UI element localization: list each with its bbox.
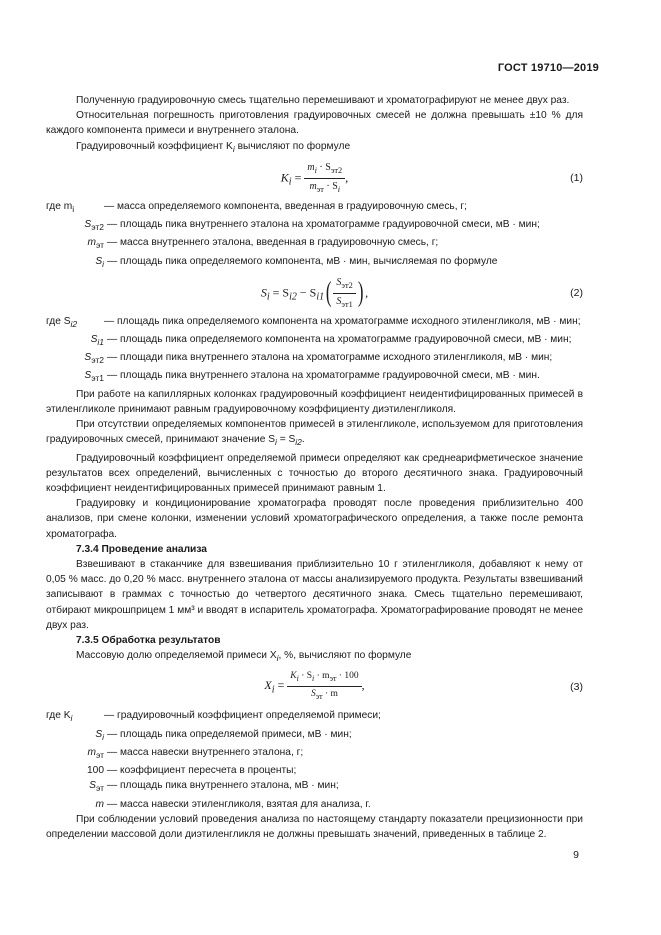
paragraph-precision: При соблюдении условий проведения анализа по настоящему стандарту показатели прецизионности при определении массовой доли диэтиленгликля не должны превышать значений, приведенных в таблице 2. (46, 813, 583, 840)
document-header: ГОСТ 19710—2019 (497, 62, 599, 74)
section-7-3-4: 7.3.4 Проведение анализа (76, 543, 207, 555)
formula-2-number: (2) (570, 286, 583, 299)
paragraph-mean: Градуировочный коэффициент определяемой примеси определяют как среднеарифметическое значение результатов всех определений, вычисленных с точностью до второго десятичного знака. Градуировочный коэффициент неидентифицированных примесей принимают равным 1. (46, 452, 583, 494)
legend-item: $S_{i1}$ — площадь пика определяемого компонента на хроматограмме градуировочной смеси, мВ · мин; (90, 334, 572, 348)
legend-item: где $S_{i2}$ — площадь пика определяемого компонента на хроматограмме исходного этиленгликоля, мВ · мин; (46, 315, 581, 329)
legend-formula-1 (46, 199, 583, 272)
legend-item: $S_{эт}$ — площадь пика внутреннего эталона, мВ · мин; (89, 780, 339, 794)
legend-item: $S_{эт2}$ — площади пика внутреннего эталона на хроматограмме исходного этиленгликоля, мВ · мин; (84, 352, 553, 366)
legend-item: $S_i$ — площадь пика определяемого компонента, мВ · мин, вычисляемая по формуле (95, 255, 498, 269)
paragraph-mixing: Полученную градуировочную смесь тщательно перемешивают и хроматографируют не менее двух раз. (76, 95, 570, 106)
formula-2: $S_i = S_{i2} - S_{i1}$( $\frac{S_{эт2}}{S_{эт1}}$ ) , (2) (260, 276, 583, 309)
formula-1-fraction: $\frac{m_i \cdot S_{эт2}}{m_{эт} \cdot S_i}$ (304, 161, 345, 196)
formula-1-number: (1) (570, 171, 583, 184)
legend-item: m — масса навески этиленгликоля, взятая для анализа, г. (95, 798, 371, 810)
legend-formula-3 (46, 708, 583, 811)
legend-item: $S_{эт1}$ — площадь пика внутреннего эталона на хроматограмме градуировочной смеси, мВ · мин. (84, 370, 540, 384)
legend-formula-2 (46, 314, 583, 387)
formula-1: $K_i$ = $\frac{m_i \cdot S_{эт2}}{m_{эт} \cdot S_i}$ , (1) (280, 161, 583, 194)
formula-3: $X_i$ = $\frac{K_i \cdot S_i \cdot m_{эт} \cdot 100}{S_{эт} \cdot m}$ , (3) (264, 671, 583, 702)
page-number: 9 (573, 849, 579, 861)
legend-item: $S_{эт2}$ — площадь пика внутреннего эталона на хроматограмме градуировочной смеси, мВ · мин; (84, 219, 540, 233)
paragraph-calibration: Градуировку и кондиционирование хроматографа проводят после проведения приблизительно 400 анализов, при смене колонки, изменении условий хроматографического определения, а также после ремонта хроматографа. (46, 498, 583, 540)
section-7-3-5: 7.3.5 Обработка результатов (76, 635, 221, 646)
formula-3-number: (3) (570, 681, 583, 694)
legend-item: $S_i$ — площадь пика определяемой примеси, мВ · мин; (95, 728, 352, 742)
paragraph-mass-fraction: Массовую долю определяемой примеси $X_i$, %, вычисляют по формуле (76, 650, 412, 664)
paragraph-error: Относительная погрешность приготовления градуировочных смесей не должна превышать ±10 % для каждого компонента примеси и внутреннего эталона. (46, 110, 583, 137)
legend-item: где $m_i$ — масса определяемого компонента, введенная в градуировочную смесь, г; (46, 200, 467, 214)
document-body (46, 93, 583, 842)
paragraph-absence: При отсутствии определяемых компонентов примесей в этиленгликоле, используемом для приготовления градуировочных смесей, принимают значение $S_i = S_{i2}$. (46, 419, 583, 448)
paragraph-analysis: Взвешивают в стаканчике для взвешивания приблизительно 10 г этиленгликоля, добавляют к нему от 0,05 % масс. до 0,20 % масс. внутреннего эталона от массы анализируемого продукта. Результаты взвешиваний записывают в граммах с точностью до четвертого десятичного знака. Смесь тщательно перемешивают, отбирают микрошприцем 1 мм³ и вводят в испаритель хроматографа. Хроматографирование проводят не менее двух раз. (46, 558, 583, 631)
paragraph-coef-intro: Градуировочный коэффициент $K_i$ вычисляют по формуле (76, 140, 351, 154)
legend-item: $m_{эт}$ — масса навески внутреннего эталона, г; (87, 746, 304, 760)
legend-item: $m_{эт}$ — масса внутреннего эталона, введенная в градуировочную смесь, г; (87, 237, 439, 251)
legend-item: где $K_i$ — градуировочный коэффициент определяемой примеси; (46, 710, 381, 724)
legend-item: 100 — коэффициент пересчета в проценты; (87, 765, 297, 777)
paragraph-capillary: При работе на капиллярных колонках градуировочный коэффициент неидентифицированных примесей в этиленгликоле принимают равным градуировочному коэффициенту диэтиленгликоля. (46, 388, 583, 415)
